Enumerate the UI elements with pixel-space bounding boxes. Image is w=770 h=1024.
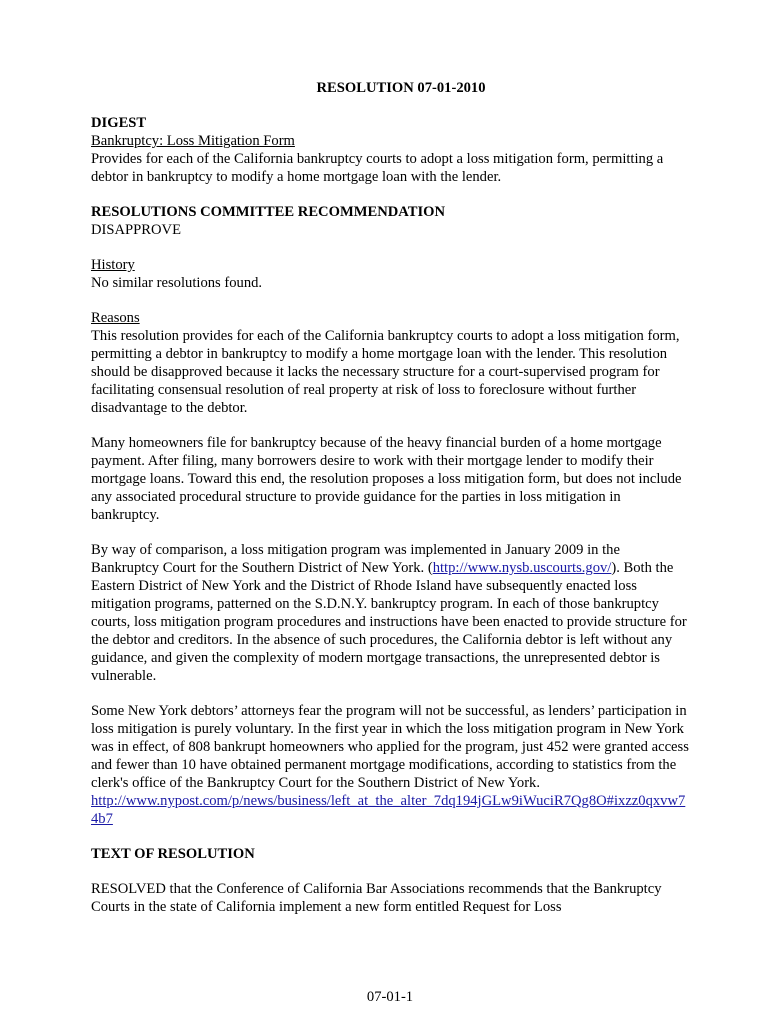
digest-subject: Bankruptcy: Loss Mitigation Form xyxy=(91,133,295,149)
reasons-paragraph-3 xyxy=(91,541,691,685)
reasons-paragraph-4 xyxy=(91,702,691,828)
reasons-section xyxy=(91,309,691,417)
reasons-paragraph-3-after: ). Both the Eastern District of New York and the District of Rhode Island have subsequently enacted loss mitigation programs, patterned on the S.D.N.Y. bankruptcy program. In each of those bankruptcy courts, loss mitigation program procedures and instructions have been enacted to provide structure for the debtor and creditors. In the absence of such procedures, the California debtor is left without any guidance, and given the complexity of modern mortgage transactions, the unrepresented debtor is vulnerable. xyxy=(91,560,687,684)
reasons-paragraph-2: Many homeowners file for bankruptcy because of the heavy financial burden of a home mortgage payment. After filing, many borrowers desire to work with their mortgage lender to modify their mortgage loans. Toward this end, the resolution proposes a loss mitigation form, but does not include any associated procedural structure to provide guidance for the parties in loss mitigation in bankruptcy. xyxy=(91,435,682,523)
history-heading: History xyxy=(91,257,135,273)
committee-section xyxy=(91,203,691,239)
digest-text: Provides for each of the California bankruptcy courts to adopt a loss mitigation form, permitting a debtor in bankruptcy to modify a home mortgage loan with the lender. xyxy=(91,151,664,185)
digest-heading: DIGEST xyxy=(91,115,147,131)
reasons-paragraph-1: This resolution provides for each of the California bankruptcy courts to adopt a loss mitigation form, permitting a debtor in bankruptcy to modify a home mortgage loan with the lender. This resolution should be disapproved because it lacks the necessary structure for a court-supervised program for facilitating consensual resolution of real property at risk of loss to foreclosure without further disadvantage to the debtor. xyxy=(91,328,680,416)
document-page xyxy=(91,79,691,916)
nysb-uscourts-link[interactable]: http://www.nysb.uscourts.gov/ xyxy=(432,560,612,576)
nypost-article-link[interactable]: http://www.nypost.com/p/news/business/left_at_the_alter_7dq194jGLw9iWuciR7Qg8O#ixzz0qxvw74b7 xyxy=(91,793,686,827)
text-of-resolution-heading-block xyxy=(91,845,691,863)
reasons-paragraph-4-text: Some New York debtors’ attorneys fear the program will not be successful, as lenders’ participation in loss mitigation is purely voluntary. In the first year in which the loss mitigation program in New York was in effect, of 808 bankrupt homeowners who applied for the program, just 452 were granted access and fewer than 10 have obtained permanent mortgage modifications, according to statistics from the clerk's office of the Bankruptcy Court for the Southern District of New York. xyxy=(91,703,689,791)
resolution-text: RESOLVED that the Conference of California Bar Associations recommends that the Bankruptcy Courts in the state of California implement a new form entitled Request for Loss xyxy=(91,881,662,915)
reasons-paragraph-3-before: By way of comparison, a loss mitigation program was implemented in January 2009 in the Bankruptcy Court for the Southern District of New York. ( xyxy=(91,542,620,576)
history-text: No similar resolutions found. xyxy=(91,275,263,291)
committee-recommendation: DISAPPROVE xyxy=(91,222,182,238)
resolution-title: RESOLUTION 07-01-2010 xyxy=(316,80,486,96)
history-section xyxy=(91,256,691,292)
committee-heading: RESOLUTIONS COMMITTEE RECOMMENDATION xyxy=(91,204,446,220)
text-of-resolution-heading: TEXT OF RESOLUTION xyxy=(91,846,255,862)
page-number: 07-01-1 xyxy=(366,989,414,1005)
digest-section xyxy=(91,114,691,186)
reasons-heading: Reasons xyxy=(91,310,140,326)
